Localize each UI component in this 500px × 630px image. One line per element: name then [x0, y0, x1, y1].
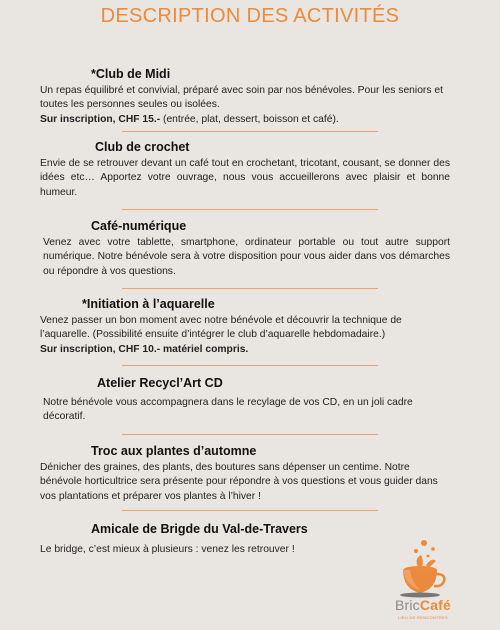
activity-description: Le bridge, c’est mieux à plusieurs : venez les retrouver ! [40, 544, 295, 555]
divider [122, 288, 378, 289]
activity-cafe-numerique [40, 218, 450, 279]
logo-part-bric: Bric [394, 597, 420, 613]
page-title: DESCRIPTION DES ACTIVITÉS [100, 5, 400, 27]
bric-cafe-logo [384, 597, 462, 613]
activity-description: Envie de se retrouver devant un café tout en crochetant, tricotant, cousant, se donner des idées etc… Apportez votre ouvrage, nous vous accueillerons avec plaisir et bonne humeur. [40, 158, 450, 198]
activity-description: Notre bénévole vous accompagnera dans le recylage de vos CD, en un joli cadre décoratif. [43, 397, 413, 423]
activity-troc-aux-plantes [40, 443, 450, 504]
activity-inscription: Sur inscription, CHF 15.- [40, 113, 161, 125]
divider [122, 434, 378, 435]
activity-title: Amicale de Brigde du Val-de-Travers [91, 522, 308, 536]
activity-text: Un repas équilibré et convivial, préparé avec soin par nos bénévoles. Pour les seniors et toutes les personnes seules ou isolées. [40, 85, 443, 111]
activity-text: Venez passer un bon moment avec notre bénévole et découvrir la technique de l’aquarelle. (Possibilité ensuite d’intégrer le club d’aquarelle hebdomadaire.) [40, 315, 402, 341]
activity-title: *Club de Midi [91, 67, 171, 81]
divider [122, 510, 378, 511]
activity-description [40, 314, 450, 357]
logo-part-cafe: Café [419, 597, 452, 613]
activity-club-de-midi [40, 66, 450, 127]
activity-atelier-recyclart [40, 375, 450, 425]
divider [122, 131, 378, 132]
activity-initiation-aquarelle [40, 296, 450, 357]
logo-tagline: LIEU DE RENCONTRES [397, 615, 449, 620]
activity-description [40, 84, 450, 127]
activity-title: *Initiation à l’aquarelle [82, 297, 215, 311]
activity-inscription-detail: (entrée, plat, dessert, boisson et café). [160, 113, 339, 125]
activity-title: Troc aux plantes d’automne [91, 444, 257, 458]
activity-description: Venez avec votre tablette, smartphone, ordinateur portable ou tout autre support numérique. Notre bénévole sera à votre disposition pour vous aider dans vos démarches ou répondre à vos questions. [43, 237, 450, 277]
activity-inscription: Sur inscription, CHF 10.- matériel compris. [40, 343, 249, 355]
activity-club-de-crochet [40, 139, 450, 200]
activity-title: Atelier Recycl’Art CD [97, 376, 223, 390]
activity-description: Dénicher des graines, des plants, des boutures sans dépenser un centime. Notre bénévole horticultrice sera présente pour répondre à vos questions et vous guider dans vos plantations et préparer vos plantes à l’hiver ! [40, 462, 438, 502]
activity-title: Café-numérique [91, 219, 187, 233]
divider [122, 209, 378, 210]
divider [122, 365, 378, 366]
activity-title: Club de crochet [95, 140, 190, 154]
